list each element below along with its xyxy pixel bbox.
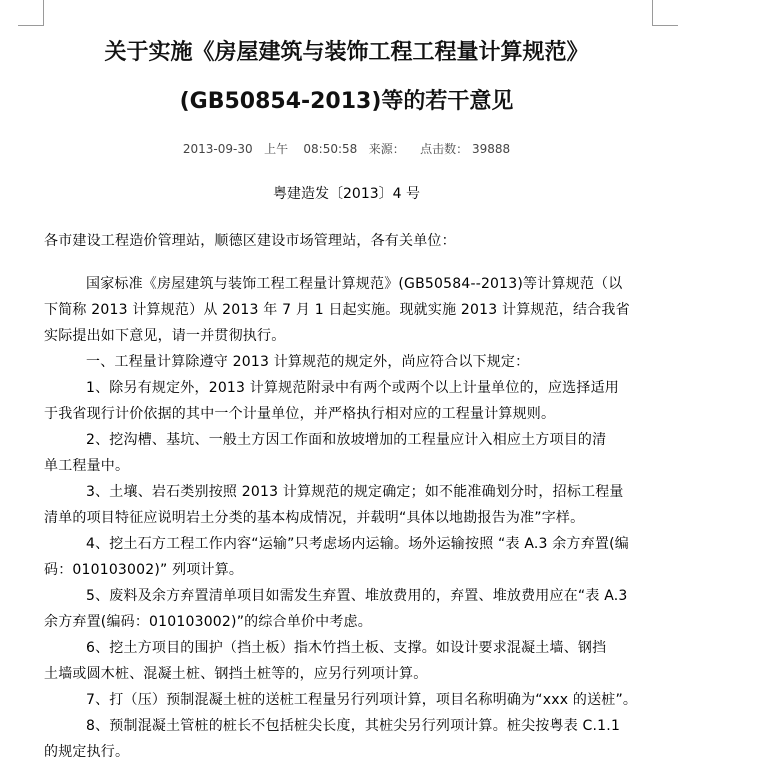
crop-mark-top-right-vertical xyxy=(652,0,653,26)
body-line: 一、工程量计算除遵守 2013 计算规范的规定外，尚应符合以下规定： xyxy=(86,354,530,370)
views-label: 点击数： xyxy=(420,142,469,156)
body-line: 清单的项目特征应说明岩土分类的基本构成情况，并载明“具体以地勘报告为准”字样。 xyxy=(44,510,585,526)
body-line: 单工程量中。 xyxy=(44,458,130,474)
body-line: 1、除另有规定外，2013 计算规范附录中有两个或两个以上计量单位的，应选择适用 xyxy=(86,380,619,396)
body-line: 2、挖沟槽、基坑、一般土方因工作面和放坡增加的工程量应计入相应土方项目的清 xyxy=(86,432,607,448)
body-line: 余方弃置(编码：010103002)”的综合单价中考虑。 xyxy=(44,614,372,630)
body-line: 土墙或圆木桩、混凝土桩、钢挡土桩等的，应另行列项计算。 xyxy=(44,666,428,682)
crop-mark-top-left-horizontal xyxy=(18,25,44,26)
publish-meta xyxy=(0,140,693,158)
body-line: 7、打（压）预制混凝土桩的送桩工程量另行列项计算，项目名称明确为“xxx 的送桩”。 xyxy=(86,692,638,708)
document-title-line-1: 关于实施《房屋建筑与装饰工程工程量计算规范》 xyxy=(104,40,589,65)
document-title-line-2: (GB50854-2013)等的若干意见 xyxy=(179,89,514,114)
crop-mark-top-right-horizontal xyxy=(652,25,678,26)
body-line: 的规定执行。 xyxy=(44,744,130,760)
publish-ampm: 上午 xyxy=(264,142,289,156)
crop-mark-top-left-vertical xyxy=(43,0,44,26)
salutation-line: 各市建设工程造价管理站，顺德区建设市场管理站，各有关单位： xyxy=(44,233,456,249)
source-label: 来源： xyxy=(368,142,405,156)
body-line: 3、土壤、岩石类别按照 2013 计算规范的规定确定；如不能准确划分时，招标工程量 xyxy=(86,484,624,500)
body-line: 5、废料及余方弃置清单项目如需发生弃置、堆放费用的，弃置、堆放费用应在“表 A.3 xyxy=(86,588,628,604)
body-line: 实际提出如下意见，请一并贯彻执行。 xyxy=(44,328,286,344)
body-line: 4、挖土石方工程工作内容“运输”只考虑场内运输。场外运输按照 “表 A.3 余方弃置(编 xyxy=(86,536,629,552)
publish-time: 08:50:58 xyxy=(303,142,358,156)
views-count: 39888 xyxy=(471,142,511,156)
body-line: 码：010103002)” 列项计算。 xyxy=(44,562,244,578)
document-number: 粤建造发〔2013〕4 号 xyxy=(273,186,420,202)
body-line: 8、预制混凝土管桩的桩长不包括桩尖长度，其桩尖另行列项计算。桩尖按粤表 C.1.1 xyxy=(86,718,621,734)
body-line: 国家标准《房屋建筑与装饰工程工程量计算规范》(GB50584--2013)等计算规范（以 xyxy=(86,276,623,292)
document-body xyxy=(44,271,637,765)
body-line: 于我省现行计价依据的其中一个计量单位，并严格执行相对应的工程量计算规则。 xyxy=(44,406,556,422)
salutation xyxy=(44,228,456,254)
body-line: 下简称 2013 计算规范）从 2013 年 7 月 1 日起实施。现就实施 2013 计算规范，结合我省 xyxy=(44,302,630,318)
publish-date: 2013-09-30 xyxy=(182,142,253,156)
body-line: 6、挖土方项目的围护（挡土板）指木竹挡土板、支撑。如设计要求混凝土墙、钢挡 xyxy=(86,640,607,656)
